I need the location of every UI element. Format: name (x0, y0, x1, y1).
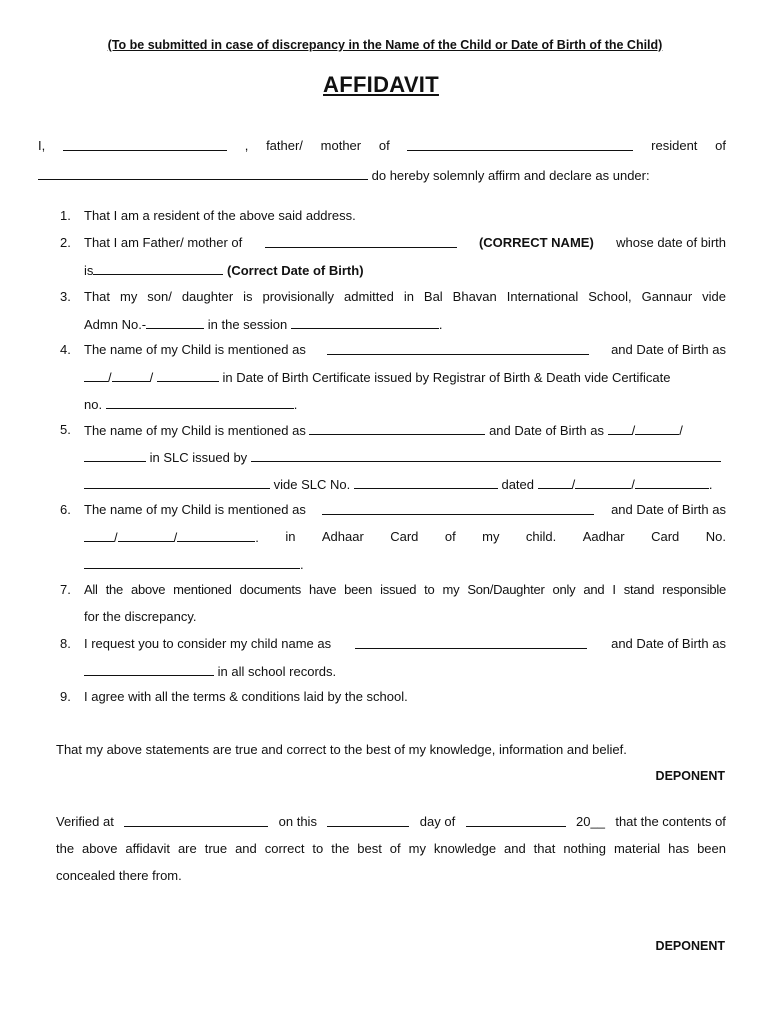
admn-no-blank[interactable] (146, 316, 204, 329)
cert-dob-day-blank[interactable] (84, 369, 108, 382)
verification-line-3: concealed there from. (56, 868, 182, 883)
truth-statement: That my above statements are true and correct to the best of my knowledge, information and belief. (56, 742, 627, 757)
deponent-label: DEPONENT (655, 769, 725, 783)
item-number: 4. (60, 342, 71, 357)
item-4-line-2: / / in Date of Birth Certificate issued by Registrar of Birth & Death vide Certificate (84, 369, 670, 385)
verified-place-blank[interactable] (124, 814, 268, 827)
requested-dob-blank[interactable] (84, 663, 214, 676)
submission-note: (To be submitted in case of discrepancy in the Name of the Child or Date of Birth of the Child) (107, 38, 663, 52)
cert-dob-month-blank[interactable] (112, 369, 150, 382)
item-5-line-3: vide SLC No. dated / / . (84, 476, 713, 492)
aadhar-dob-year-blank[interactable] (177, 529, 255, 542)
aadhar-no-blank[interactable] (84, 556, 300, 569)
requested-name-blank[interactable] (355, 636, 587, 649)
slc-no-blank[interactable] (354, 476, 498, 489)
address-blank[interactable] (38, 167, 368, 180)
slc-issuer-blank[interactable] (251, 449, 721, 462)
item-3-line-1: That my son/ daughter is provisionally admitted in Bal Bhavan International School, Gannaur vide (84, 289, 726, 304)
item-4-line-3: no. . (84, 397, 298, 412)
slc-name-blank[interactable] (309, 422, 485, 435)
cert-dob-year-blank[interactable] (157, 369, 219, 382)
intro-line-1: I, , father/ mother of resident of (38, 138, 726, 153)
slc-issuer-cont-blank[interactable] (84, 476, 270, 489)
page-title: AFFIDAVIT (323, 72, 439, 97)
session-blank[interactable] (291, 316, 439, 329)
item-number: 5. (60, 422, 71, 437)
slc-dob-day-blank[interactable] (608, 422, 632, 435)
parent-of-blank[interactable] (407, 138, 633, 151)
deponent-signature-label: DEPONENT (655, 939, 725, 953)
verification-line-2: the above affidavit are true and correct to the best of my knowledge and that nothing material has been (56, 841, 726, 856)
slc-dob-year-blank[interactable] (84, 449, 146, 462)
item-number: 9. (60, 689, 71, 704)
slc-date-month-blank[interactable] (575, 476, 631, 489)
cert-no-blank[interactable] (106, 396, 294, 409)
aadhar-dob-month-blank[interactable] (118, 529, 174, 542)
item-6-line-2: / / . in Adhaar Card of my child. Aadhar Card No. (84, 529, 726, 545)
item-9: I agree with all the terms & conditions laid by the school. (84, 689, 408, 704)
item-7-line-2: for the discrepancy. (84, 609, 197, 624)
item-4-line-1: The name of my Child is mentioned as and Date of Birth as (84, 342, 726, 357)
item-number: 2. (60, 235, 71, 250)
item-7-line-1: All the above mentioned documents have been issued to my Son/Daughter only and I stand responsible (84, 582, 726, 597)
slc-dob-month-blank[interactable] (635, 422, 679, 435)
aadhar-dob-day-blank[interactable] (84, 529, 114, 542)
slc-date-year-blank[interactable] (635, 476, 709, 489)
item-6-line-1: The name of my Child is mentioned as and Date of Birth as (84, 502, 726, 517)
cert-name-blank[interactable] (327, 342, 589, 355)
item-number: 6. (60, 502, 71, 517)
slc-date-day-blank[interactable] (538, 476, 572, 489)
child-name-blank[interactable] (265, 235, 457, 248)
item-5-line-1: The name of my Child is mentioned as and Date of Birth as / / (84, 423, 683, 438)
item-5-line-2: in SLC issued by (84, 449, 721, 465)
item-number: 7. (60, 582, 71, 597)
aadhar-name-blank[interactable] (322, 502, 594, 515)
dob-blank[interactable] (93, 262, 223, 275)
item-1: That I am a resident of the above said address. (84, 208, 356, 223)
item-2-line-2: is (Correct Date of Birth) (84, 263, 364, 278)
item-2-line-1: That I am Father/ mother of (CORRECT NAME) whose date of birth (84, 235, 726, 250)
item-number: 3. (60, 289, 71, 304)
name-blank[interactable] (63, 138, 227, 151)
verification-line-1: Verified at on this day of 20__ that the contents of (56, 814, 726, 829)
item-8-line-2: in all school records. (84, 663, 336, 679)
item-number: 1. (60, 208, 71, 223)
intro-line-2: do hereby solemnly affirm and declare as under: (38, 167, 650, 183)
item-6-line-3: . (84, 556, 304, 572)
verified-day-blank[interactable] (327, 814, 409, 827)
item-8-line-1: I request you to consider my child name as and Date of Birth as (84, 636, 726, 651)
item-3-line-2: Admn No.- in the session . (84, 317, 443, 332)
verified-month-blank[interactable] (466, 814, 566, 827)
item-number: 8. (60, 636, 71, 651)
